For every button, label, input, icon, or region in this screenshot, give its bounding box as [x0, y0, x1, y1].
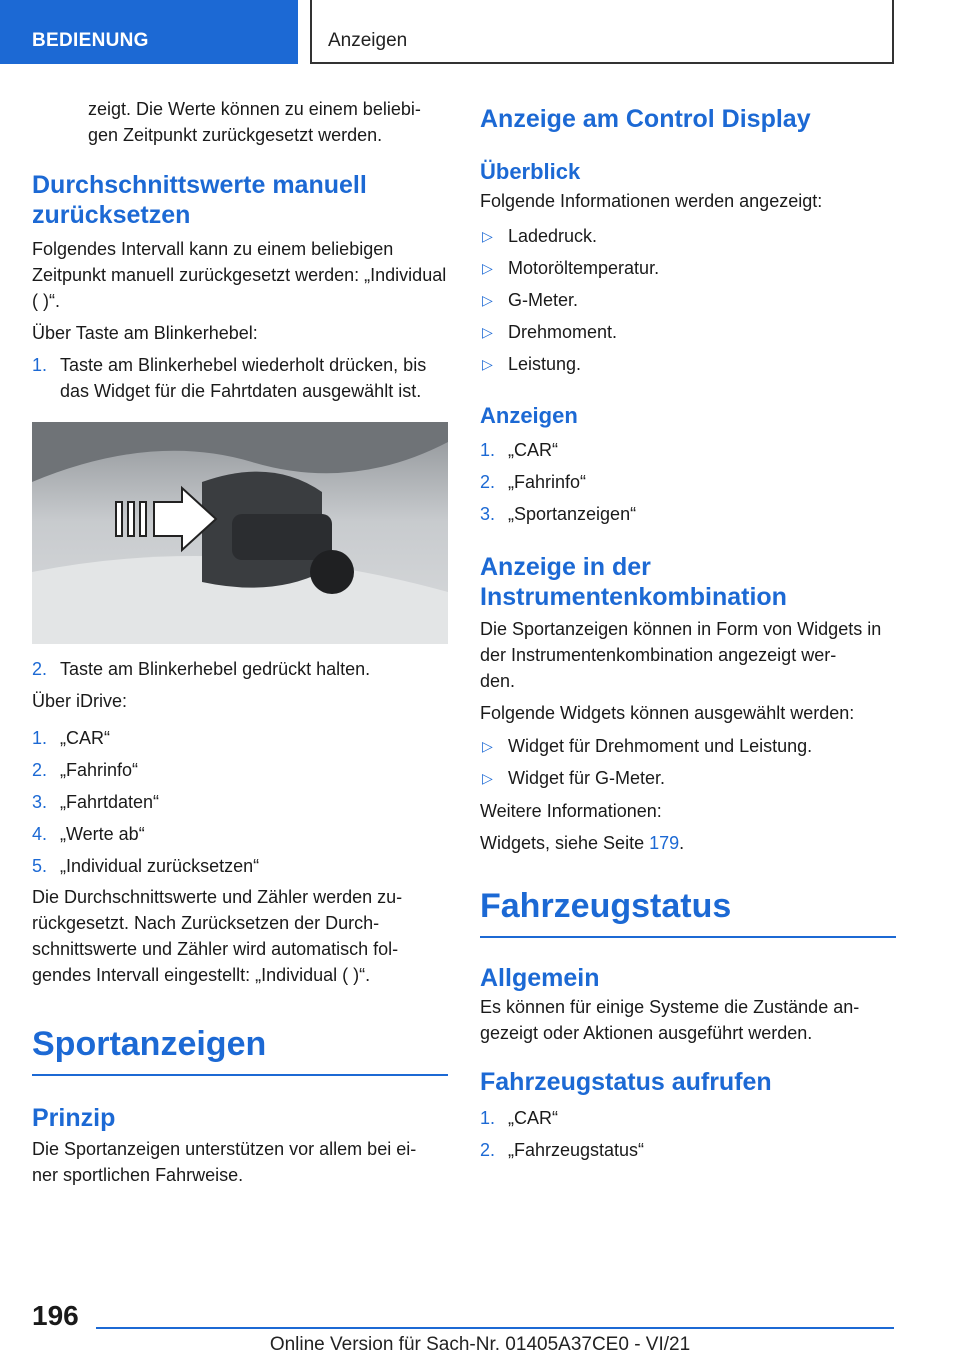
idrive-steps-list — [32, 722, 448, 882]
cluster-text: Die Sportanzeigen können in Form von Widgets in der Instrumentenkombination angezeigt wer- den. — [480, 619, 882, 691]
heading-prinzip: Prinzip — [32, 1104, 116, 1132]
show-steps-list — [480, 434, 896, 530]
bullet-triangle-icon: ▷ — [482, 292, 493, 308]
heading-control-display: Anzeige am Control Display — [480, 105, 811, 133]
page-link[interactable]: 179 — [649, 833, 680, 853]
list-item: ▷ Ladedruck. — [480, 220, 896, 252]
lever-illustration — [32, 422, 448, 644]
via-idrive-text: Über iDrive: — [32, 691, 128, 711]
list-item: ▷ Motoröltemperatur. — [480, 252, 896, 284]
bullet-triangle-icon: ▷ — [482, 260, 493, 276]
list-item: ▷ Drehmoment. — [480, 316, 896, 348]
heading-instrument-cluster: Anzeige in der Instrumentenkombination — [480, 553, 787, 611]
overview-list — [480, 220, 896, 380]
general-text: Es können für einige Systeme die Zustände an- gezeigt oder Aktionen ausgeführt werden. — [480, 997, 860, 1043]
page-header — [0, 0, 960, 66]
list-item: 5. „Individual zurücksetzen“ — [32, 856, 260, 876]
footer-divider — [96, 1327, 894, 1329]
bullet-triangle-icon: ▷ — [482, 324, 493, 340]
section-tab — [0, 0, 298, 64]
section-title: BEDIENUNG — [32, 30, 149, 51]
heading-fahrzeugstatus: Fahrzeugstatus — [480, 886, 896, 938]
via-lever-text: Über Taste am Blinkerhebel: — [32, 323, 258, 343]
list-item: ▷ G-Meter. — [480, 284, 896, 316]
bullet-triangle-icon: ▷ — [482, 356, 493, 372]
list-item: 1. Taste am Blinkerhebel wiederholt drücken, bis das Widget für die Fahrtdaten ausgewählt ist. — [32, 355, 427, 401]
left-column — [32, 96, 448, 1188]
after-reset-text: Die Durchschnittswerte und Zähler werden zu- rückgesetzt. Nach Zurücksetzen der Durch- schnittswerte und Zähler wird automatisch fol- gendes Intervall eingestellt: „Individual ( )“. — [32, 887, 403, 985]
bullet-triangle-icon: ▷ — [482, 770, 493, 786]
lever-steps-list-2 — [32, 656, 448, 682]
turn-signal-lever-image — [32, 422, 448, 644]
list-item: 3. „Fahrtdaten“ — [32, 792, 160, 812]
prinzip-text: Die Sportanzeigen unterstützen vor allem bei ei- ner sportlichen Fahrweise. — [32, 1139, 417, 1185]
list-item: ▷ Widget für G-Meter. — [480, 762, 896, 794]
lever-steps-list — [32, 352, 448, 404]
call-steps-list — [480, 1102, 896, 1166]
chapter-box — [310, 0, 894, 64]
bullet-triangle-icon: ▷ — [482, 738, 493, 754]
list-item: 3. „Sportanzeigen“ — [480, 504, 637, 524]
list-item: 2. „Fahrinfo“ — [32, 760, 139, 780]
overview-text: Folgende Informationen werden angezeigt: — [480, 191, 823, 211]
list-item: 1. „CAR“ — [480, 1108, 558, 1128]
right-column — [480, 96, 896, 1166]
bullet-triangle-icon: ▷ — [482, 228, 493, 244]
chapter-title: Anzeigen — [328, 30, 408, 51]
list-item: 2. Taste am Blinkerhebel gedrückt halten. — [32, 659, 371, 679]
list-item: 1. „CAR“ — [32, 728, 110, 748]
heading-anzeigen: Anzeigen — [480, 403, 578, 428]
heading-sportanzeigen: Sportanzeigen — [32, 1024, 448, 1076]
heading-overview: Überblick — [480, 159, 581, 184]
list-item: 1. „CAR“ — [480, 440, 558, 460]
heading-allgemein: Allgemein — [480, 964, 600, 992]
more-info-text: Weitere Informationen: — [480, 801, 662, 821]
widget-list — [480, 730, 896, 794]
list-item: 2. „Fahrinfo“ — [480, 472, 587, 492]
footer-text: Online Version für Sach-Nr. 01405A37CE0 - VI/21 — [269, 1334, 691, 1355]
widgets-reference: Widgets, siehe Seite 179. — [480, 833, 685, 853]
list-item: ▷ Leistung. — [480, 348, 896, 380]
heading-reset: Durchschnittswerte manuell zurücksetzen — [32, 171, 367, 229]
heading-call-status: Fahrzeugstatus aufrufen — [480, 1068, 772, 1096]
page-number: 196 — [32, 1300, 79, 1331]
reset-text: Folgendes Intervall kann zu einem beliebigen Zeitpunkt manuell zurückgesetzt werden: „Individual ( )“. — [32, 239, 447, 311]
list-item: 2. „Fahrzeugstatus“ — [480, 1140, 645, 1160]
list-item: 4. „Werte ab“ — [32, 824, 145, 844]
list-item: ▷ Widget für Drehmoment und Leistung. — [480, 730, 896, 762]
widgets-intro-text: Folgende Widgets können ausgewählt werden: — [480, 703, 855, 723]
intro-text: zeigt. Die Werte können zu einem beliebi- gen Zeitpunkt zurückgesetzt werden. — [88, 99, 421, 145]
